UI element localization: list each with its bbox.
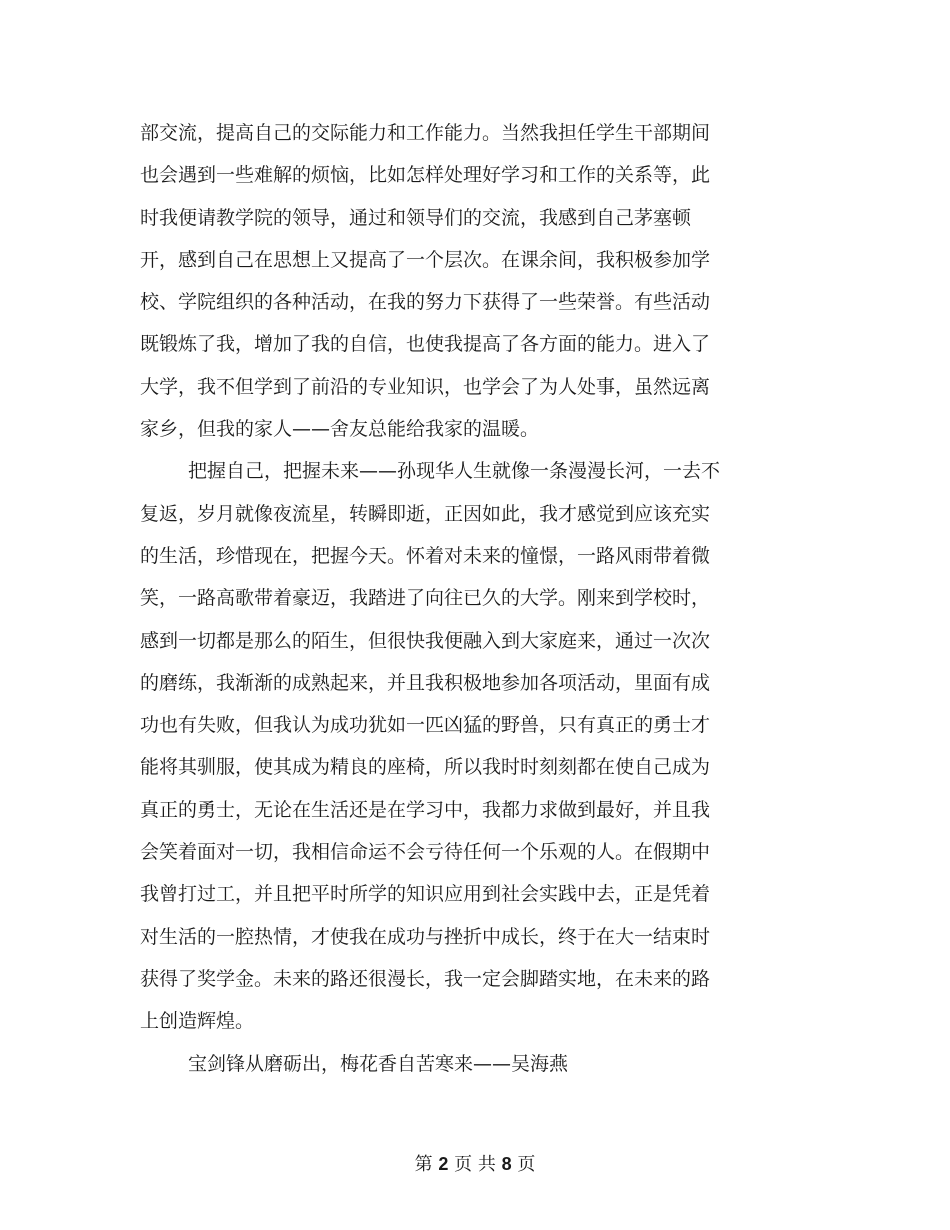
page-footer <box>0 1150 950 1179</box>
text-line: 上创造辉煌。 <box>140 1010 255 1033</box>
text-line: 也会遇到一些难解的烦恼，比如怎样处理好学习和工作的关系等，此 <box>140 164 711 187</box>
text-line: 复返，岁月就像夜流星，转瞬即逝，正因如此，我才感觉到应该充实 <box>140 502 711 525</box>
text-line: 时我便请教学院的领导，通过和领导们的交流，我感到自己茅塞顿 <box>140 206 692 229</box>
text-line: 会笑着面对一切，我相信命运不会亏待任何一个乐观的人。在假期中 <box>140 841 711 864</box>
text-line: 笑，一路高歌带着豪迈，我踏进了向往已久的大学。刚来到学校时， <box>140 587 711 610</box>
text-line: 家乡，但我的家人——舍友总能给我家的温暖。 <box>140 418 540 441</box>
text-line: 真正的勇士，无论在生活还是在学习中，我都力求做到最好，并且我 <box>140 798 711 821</box>
text-line: 大学，我不但学到了前沿的专业知识，也学会了为人处事，虽然远离 <box>140 375 711 398</box>
text-line: 开，感到自己在思想上又提高了一个层次。在课余间，我积极参加学 <box>140 248 711 271</box>
section-heading: 宝剑锋从磨砺出，梅花香自苦寒来——吴海燕 <box>188 1052 569 1075</box>
footer-middle: 页 共 <box>448 1154 502 1175</box>
paragraph-first-line: 把握自己，把握未来——孙现华人生就像一条漫漫长河，一去不 <box>188 460 721 483</box>
current-page-number: 2 <box>438 1154 449 1174</box>
text-line: 部交流，提高自己的交际能力和工作能力。当然我担任学生干部期间 <box>140 122 711 144</box>
footer-suffix: 页 <box>511 1154 536 1175</box>
text-line: 的生活，珍惜现在，把握今天。怀着对未来的憧憬，一路风雨带着微 <box>140 544 711 567</box>
text-line: 功也有失败，但我认为成功犹如一匹凶猛的野兽，只有真正的勇士才 <box>140 714 711 737</box>
text-line: 的磨练，我渐渐的成熟起来，并且我积极地参加各项活动，里面有成 <box>140 671 711 694</box>
text-line: 我曾打过工，并且把平时所学的知识应用到社会实践中去，正是凭着 <box>140 883 711 906</box>
text-line: 校、学院组织的各种活动，在我的努力下获得了一些荣誉。有些活动 <box>140 291 711 314</box>
footer-prefix: 第 <box>414 1154 439 1175</box>
text-line: 能将其驯服，使其成为精良的座椅，所以我时时刻刻都在使自己成为 <box>140 756 711 779</box>
text-line: 对生活的一腔热情，才使我在成功与挫折中成长，终于在大一结束时 <box>140 925 711 948</box>
body-text <box>140 112 780 1085</box>
text-line: 获得了奖学金。未来的路还很漫长，我一定会脚踏实地，在未来的路 <box>140 967 711 990</box>
text-line: 既锻炼了我，增加了我的自信，也使我提高了各方面的能力。进入了 <box>140 333 711 356</box>
total-pages-number: 8 <box>501 1154 512 1174</box>
text-line: 感到一切都是那么的陌生，但很快我便融入到大家庭来，通过一次次 <box>140 629 711 652</box>
